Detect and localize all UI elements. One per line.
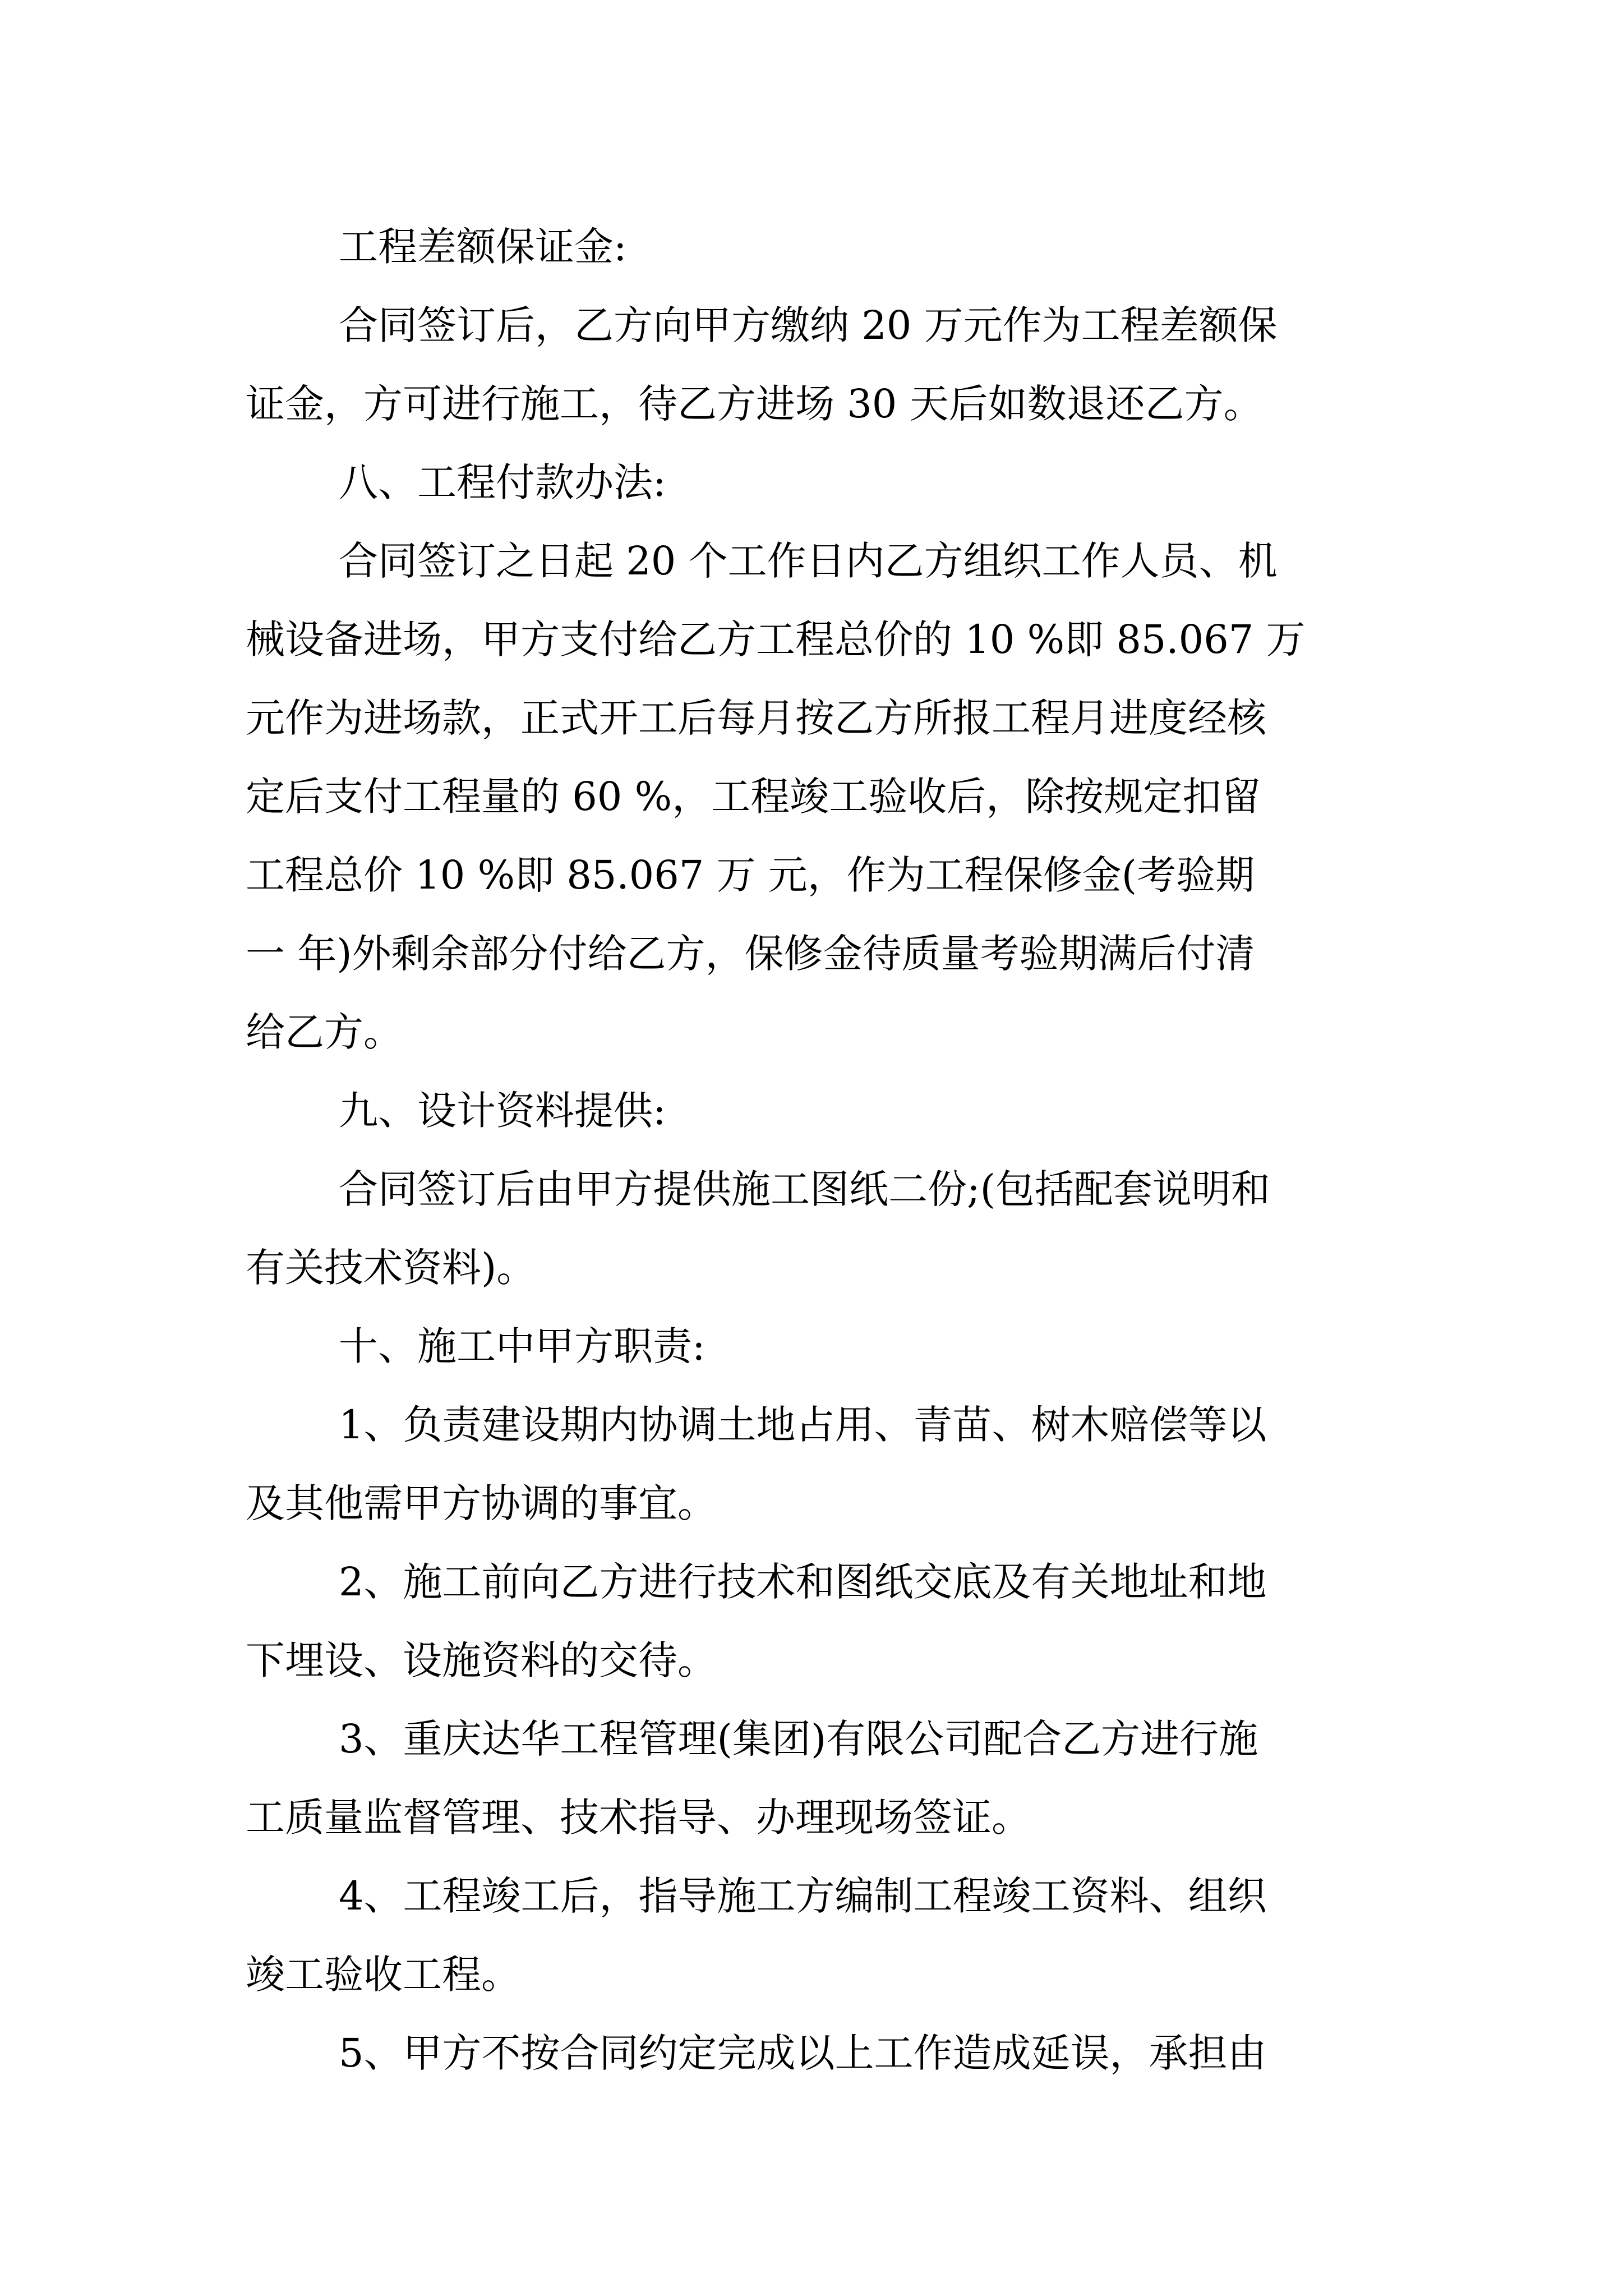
- text-line: 十、施工中甲方职责:: [339, 1323, 706, 1369]
- text-line: 九、设计资料提供:: [339, 1088, 666, 1134]
- text-line: 合同签订后由甲方提供施工图纸二份;(包括配套说明和: [339, 1166, 1270, 1212]
- text-line: 合同签订之日起 20 个工作日内乙方组织工作人员、机: [339, 538, 1278, 584]
- list-item-duty-3: [246, 1700, 1373, 1857]
- text-line: 八、工程付款办法:: [339, 459, 666, 505]
- text-line: 及其他需甲方协调的事宜。: [246, 1480, 717, 1526]
- text-line: 4、工程竣工后，指导施工方编制工程竣工资料、组织: [339, 1873, 1267, 1919]
- paragraph-deposit-body: [246, 286, 1373, 443]
- text-line: 3、重庆达华工程管理(集团)有限公司配合乙方进行施: [339, 1716, 1258, 1762]
- list-item-duty-5: [246, 2014, 1373, 2092]
- text-line: 2、施工前向乙方进行技术和图纸交底及有关地址和地: [339, 1559, 1267, 1605]
- list-item-duty-4: [246, 1857, 1373, 2014]
- paragraph-payment-body: [246, 522, 1373, 1071]
- text-line: 械设备进场，甲方支付给乙方工程总价的 10 %即 85.067 万: [246, 616, 1306, 662]
- text-line: 一 年)外剩余部分付给乙方，保修金待质量考验期满后付清: [246, 931, 1255, 977]
- text-line: 定后支付工程量的 60 %，工程竣工验收后，除按规定扣留: [246, 774, 1261, 820]
- text-line: 工程差额保证金:: [339, 224, 627, 270]
- section-heading-design-docs: [246, 1071, 1373, 1150]
- paragraph-deposit-heading: [246, 208, 1373, 286]
- text-line: 证金，方可进行施工，待乙方进场 30 天后如数退还乙方。: [246, 381, 1263, 427]
- text-line: 给乙方。: [246, 1009, 403, 1055]
- text-line: 工质量监督管理、技术指导、办理现场签证。: [246, 1795, 1031, 1841]
- section-heading-party-a-duties: [246, 1307, 1373, 1386]
- list-item-duty-2: [246, 1543, 1373, 1700]
- text-line: 合同签订后，乙方向甲方缴纳 20 万元作为工程差额保: [339, 302, 1278, 348]
- text-line: 1、负责建设期内协调土地占用、青苗、树木赔偿等以: [339, 1402, 1267, 1448]
- text-line: 工程总价 10 %即 85.067 万 元，作为工程保修金(考验期: [246, 852, 1255, 898]
- section-heading-payment: [246, 443, 1373, 522]
- list-item-duty-1: [246, 1386, 1373, 1543]
- text-line: 5、甲方不按合同约定完成以上工作造成延误，承担由: [339, 2030, 1267, 2076]
- paragraph-design-docs-body: [246, 1150, 1373, 1307]
- text-line: 有关技术资料)。: [246, 1245, 536, 1291]
- text-line: 竣工验收工程。: [246, 1952, 520, 1998]
- text-line: 下埋设、设施资料的交待。: [246, 1637, 717, 1683]
- text-line: 元作为进场款，正式开工后每月按乙方所报工程月进度经核: [246, 695, 1266, 741]
